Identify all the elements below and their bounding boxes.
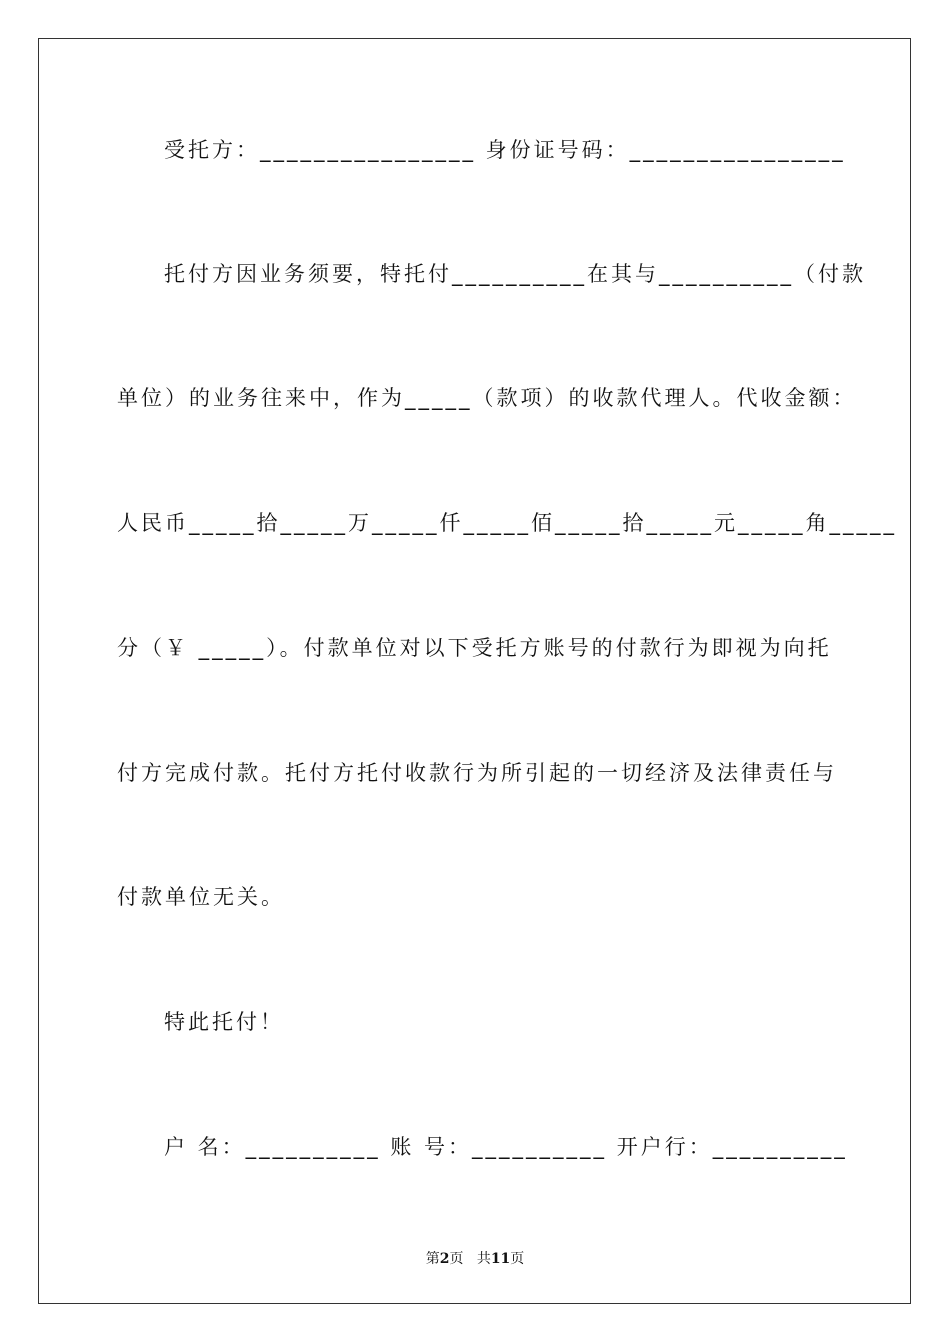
body-paragraph-line-2: 单位）的业务往来中，作为_____（款项）的收款代理人。代收金额： (117, 386, 857, 410)
footer-total-pages: 11 (490, 1251, 511, 1267)
trustee-id-line: 受托方：________________ 身份证号码：________________ (164, 138, 846, 162)
closing-line: 特此托付！ (164, 1010, 284, 1034)
body-paragraph-line-4: 分（￥ _____）。付款单位对以下受托方账号的付款行为即视为向托 (117, 636, 832, 660)
footer-page-prefix: 第 (425, 1251, 440, 1267)
footer-page-suffix: 页 (449, 1251, 464, 1267)
footer-total-prefix: 共 (476, 1251, 491, 1267)
account-info-line: 户 名：__________ 账 号：__________ 开户行：__________ (164, 1135, 848, 1159)
page-border (38, 38, 911, 1304)
footer-total-suffix: 页 (510, 1251, 525, 1267)
body-paragraph-line-3: 人民币_____拾_____万_____仟_____佰_____拾_____元_____角_____ (117, 511, 897, 535)
footer-page-number: 2 (439, 1251, 450, 1267)
body-paragraph-line-6: 付款单位无关。 (117, 885, 285, 909)
body-paragraph-line-1: 托付方因业务须要，特托付__________在其与__________（付款 (164, 262, 866, 286)
body-paragraph-line-5: 付方完成付款。托付方托付收款行为所引起的一切经济及法律责任与 (117, 761, 837, 785)
page-footer (0, 1248, 950, 1268)
